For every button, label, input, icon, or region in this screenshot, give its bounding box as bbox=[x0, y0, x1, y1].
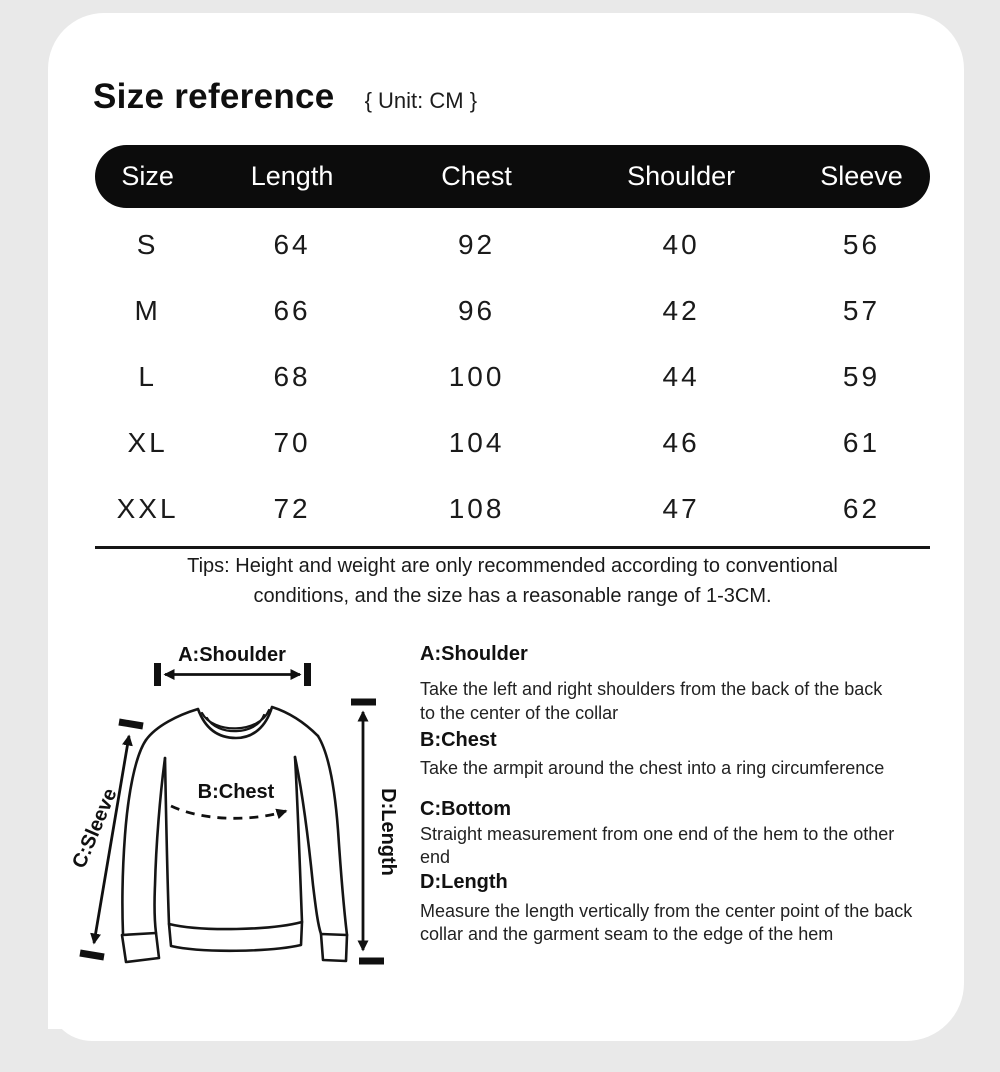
shoulder-label: A:Shoulder bbox=[178, 644, 286, 666]
tips-line-2: conditions, and the size has a reasonable range of 1-3CM. bbox=[253, 585, 772, 607]
table-rule bbox=[95, 546, 930, 549]
cell-length: 70 bbox=[273, 427, 311, 458]
length-label: D:Length bbox=[377, 788, 399, 876]
cell-size: M bbox=[134, 295, 161, 326]
card-corner-notch bbox=[48, 985, 74, 1029]
sweatshirt-drawing bbox=[122, 707, 347, 962]
cell-chest: 100 bbox=[448, 361, 505, 392]
tips-line-1: Tips: Height and weight are only recommended according to conventional bbox=[187, 555, 838, 577]
cell-shoulder: 44 bbox=[662, 361, 700, 392]
cell-length: 72 bbox=[273, 493, 311, 524]
col-header-chest: Chest bbox=[441, 161, 512, 191]
tips-note bbox=[95, 551, 930, 611]
measure-desc-chest: Take the armpit around the chest into a ring circumference bbox=[420, 758, 885, 778]
cell-chest: 96 bbox=[457, 295, 496, 326]
measure-term-length: D:Length bbox=[420, 870, 508, 893]
cell-shoulder: 47 bbox=[662, 493, 700, 524]
cell-sleeve: 61 bbox=[842, 427, 881, 458]
size-table-header bbox=[95, 145, 930, 208]
cell-length: 68 bbox=[273, 361, 311, 392]
cell-chest: 92 bbox=[457, 229, 496, 260]
cell-chest: 108 bbox=[448, 493, 505, 524]
table-row bbox=[95, 278, 930, 344]
col-header-size: Size bbox=[121, 161, 174, 191]
cell-sleeve: 57 bbox=[842, 295, 881, 326]
cell-sleeve: 59 bbox=[842, 361, 881, 392]
cell-shoulder: 42 bbox=[662, 295, 700, 326]
chest-arrow bbox=[171, 806, 286, 818]
measure-desc-length: Measure the length vertically from the center point of the back collar and the garment seam to the edge of the hem bbox=[420, 900, 913, 944]
garment-measure-diagram bbox=[50, 630, 410, 990]
col-header-sleeve: Sleeve bbox=[820, 161, 903, 191]
size-table bbox=[95, 145, 930, 549]
measure-term-shoulder: A:Shoulder bbox=[420, 643, 528, 665]
measure-desc-bottom: Straight measurement from one end of the hem to the other end bbox=[420, 823, 895, 867]
unit-note: { Unit: CM } bbox=[364, 88, 478, 113]
page-title: Size reference bbox=[93, 77, 335, 116]
cell-size: S bbox=[136, 229, 159, 260]
cell-sleeve: 62 bbox=[842, 493, 881, 524]
cell-sleeve: 56 bbox=[842, 229, 881, 260]
title-row bbox=[93, 77, 477, 117]
cell-chest: 104 bbox=[448, 427, 505, 458]
cell-size: XL bbox=[127, 427, 168, 458]
cell-size: XXL bbox=[116, 493, 179, 524]
table-row bbox=[95, 344, 930, 410]
cell-length: 66 bbox=[273, 295, 311, 326]
table-row bbox=[95, 212, 930, 278]
col-header-shoulder: Shoulder bbox=[627, 161, 736, 191]
col-header-length: Length bbox=[250, 161, 334, 191]
measure-term-chest: B:Chest bbox=[420, 729, 497, 751]
cell-shoulder: 40 bbox=[662, 229, 700, 260]
shoulder-arrow bbox=[158, 663, 308, 686]
size-guide-card bbox=[48, 13, 964, 1041]
measure-desc-shoulder: Take the left and right shoulders from the back of the back to the center of the collar bbox=[420, 679, 883, 723]
cell-shoulder: 46 bbox=[662, 427, 700, 458]
measure-term-bottom: C:Bottom bbox=[420, 797, 512, 820]
sleeve-label: C:Sleeve bbox=[68, 785, 122, 872]
chest-label: B:Chest bbox=[197, 781, 275, 803]
measurement-descriptions bbox=[420, 642, 972, 947]
cell-length: 64 bbox=[273, 229, 311, 260]
size-table-body bbox=[95, 208, 930, 542]
cell-size: L bbox=[138, 361, 157, 392]
table-row bbox=[95, 410, 930, 476]
table-row bbox=[95, 476, 930, 542]
